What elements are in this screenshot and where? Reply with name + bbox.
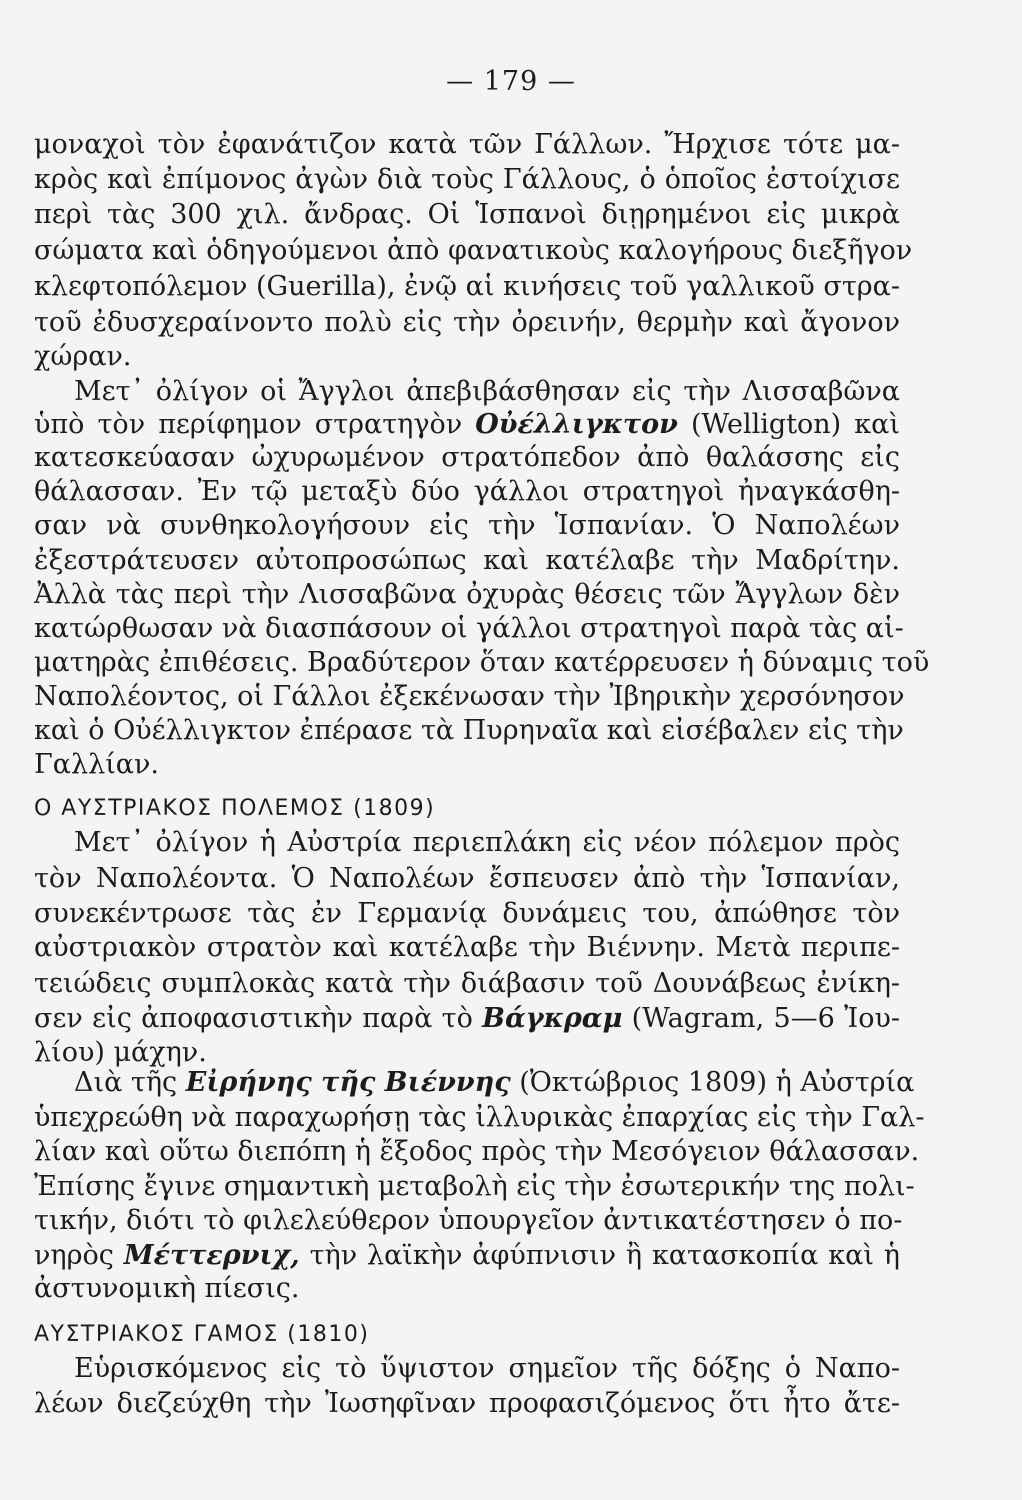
text-line: ὑπεχρεώθη νὰ παραχωρήσῃ τὰς ἰλλυρικὰς ἐπαρχίας εἰς τὴν Γαλ- [34,1102,925,1133]
page-number: — 179 — [446,66,576,97]
text-line: Ἀλλὰ τὰς περὶ τὴν Λισσαβῶνα ὀχυρὰς θέσεις τῶν Ἄγγλων δὲν [34,579,900,610]
emphasis-name-wellington: Οὐέλλιγκτον [475,409,678,440]
text-line: κατώρθωσαν νὰ διασπάσουν οἱ γάλλοι στρατηγοὶ παρὰ τὰς αἱ- [34,613,904,644]
text-line: λίαν καὶ οὕτω διεπόπη ἡ ἔξοδος πρὸς τὴν Μεσόγειον θάλασσαν. [34,1136,920,1167]
text-line: συνεκέντρωσε τὰς ἐν Γερμανίᾳ δυνάμεις του, ἀπώθησε τὸν [34,898,900,929]
text-span: σεν εἰς ἀποφασιστικὴν παρὰ τὸ [34,1003,473,1034]
text-line: χώραν. [34,341,132,372]
paragraph-first-line: Μετ᾽ ὀλίγον οἱ Ἄγγλοι ἀπεβιβάσθησαν εἰς τὴν Λισσαβῶνα [74,376,900,407]
text-line: θάλασσαν. Ἐν τῷ μεταξὺ δύο γάλλοι στρατηγοὶ ἠναγκάσθη- [34,476,900,507]
emphasis-name-metternich: Μέττερνιχ, [123,1240,300,1271]
text-span: νηρὸς [34,1240,114,1271]
text-line: μοναχοὶ τὸν ἐφανάτιζον κατὰ τῶν Γάλλων. Ἤρχισε τότε μα- [34,129,900,160]
paragraph-first-line: Εὑρισκόμενος εἰς τὸ ὕψιστον σημεῖον τῆς δόξης ὁ Ναπο- [74,1353,900,1384]
text-span: (Ὀκτώβριος 1809) ἡ Αὐστρία [519,1067,915,1098]
text-line: αὐστριακὸν στρατὸν καὶ κατέλαβε τὴν Βιέννην. Μετὰ περιπε- [34,932,900,963]
text-line: τικήν, διότι τὸ φιλελεύθερον ὑπουργεῖον ἀντικατέστησεν ὁ πο- [34,1205,903,1236]
emphasis-peace-of-vienna: Εἰρήνης τῆς Βιέννης [185,1067,511,1098]
text-line: κρὸς καὶ ἐπίμονος ἀγὼν διὰ τοὺς Γάλλους, ὁ ὁποῖος ἐστοίχισε [34,164,900,195]
text-line: τὸν Ναπολέοντα. Ὁ Ναπολέων ἔσπευσεν ἀπὸ τὴν Ἱσπανίαν, [34,863,900,894]
text-span: τὴν λαϊκὴν ἀφύπνισιν ἢ κατασκοπία καὶ ἡ [309,1240,900,1271]
text-line: περὶ τὰς 300 χιλ. ἄνδρας. Οἱ Ἱσπανοὶ διῃρημένοι εἰς μικρὰ [34,199,900,230]
text-line: Ἐπίσης ἔγινε σημαντικὴ μεταβολὴ εἰς τὴν ἐσωτερικήν της πολι- [34,1171,915,1202]
text-line: ματηρὰς ἐπιθέσεις. Βραδύτερον ὅταν κατέρρευσεν ἡ δύναμις τοῦ [34,647,930,678]
emphasis-name-wagram: Βάγκραμ [482,1003,623,1034]
text-line: ἐξεστράτευσεν αὐτοπροσώπως καὶ κατέλαβε τὴν Μαδρίτην. [34,545,900,576]
paragraph-first-line [74,1066,915,1100]
text-line: κατεσκεύασαν ὠχυρωμένον στρατόπεδον ἀπὸ θαλάσσης εἰς [34,442,900,473]
text-line: σώματα καὶ ὁδηγούμενοι ἀπὸ φανατικοὺς καλογήρους διεξῆγον [34,235,913,266]
text-span: Διὰ τῆς [74,1067,178,1098]
text-span: (Welligton) καὶ [690,409,900,440]
section-heading-austrian-war: Ο ΑΥΣΤΡΙΑΚΟΣ ΠΟΛΕΜΟΣ (1809) [34,796,436,821]
text-line: τειώδεις συμπλοκὰς κατὰ τὴν διάβασιν τοῦ Δουνάβεως ἐνίκη- [34,968,900,999]
text-line [34,408,900,442]
section-heading-austrian-marriage: ΑΥΣΤΡΙΑΚΟΣ ΓΑΜΟΣ (1810) [34,1322,370,1347]
text-line: κλεφτοπόλεμον (Guerilla), ἐνῷ αἱ κινήσεις τοῦ γαλλικοῦ στρα- [34,271,900,302]
text-line [34,1239,900,1273]
text-line: Ναπολέοντος, οἱ Γάλλοι ἐξεκένωσαν τὴν Ἰβηρικὴν χερσόνησον [34,681,905,712]
text-line [34,1002,900,1036]
text-line: λέων διεζεύχθη τὴν Ἰωσηφῖναν προφασιζόμενος ὅτι ἦτο ἄτε- [34,1388,900,1419]
text-span: ὑπὸ τὸν περίφημον στρατηγὸν [34,409,463,440]
text-line: λίου) μάχην. [34,1037,207,1068]
paragraph-first-line: Μετ᾽ ὀλίγον ἡ Αὐστρία περιεπλάκη εἰς νέον πόλεμον πρὸς [74,827,900,858]
text-line: καὶ ὁ Οὐέλλιγκτον ἐπέρασε τὰ Πυρηναῖα καὶ εἰσέβαλεν εἰς τὴν [34,715,904,746]
text-span: (Wagram, 5—6 Ἰου- [631,1003,900,1034]
text-line: ἀστυνομικὴ πίεσις. [34,1273,300,1304]
text-line: σαν νὰ συνθηκολογήσουν εἰς τὴν Ἱσπανίαν. Ὁ Ναπολέων [34,510,900,541]
text-line: Γαλλίαν. [34,749,160,780]
text-line: τοῦ ἐδυσχεραίνοντο πολὺ εἰς τὴν ὀρεινήν, θερμὴν καὶ ἄγονον [34,307,900,338]
